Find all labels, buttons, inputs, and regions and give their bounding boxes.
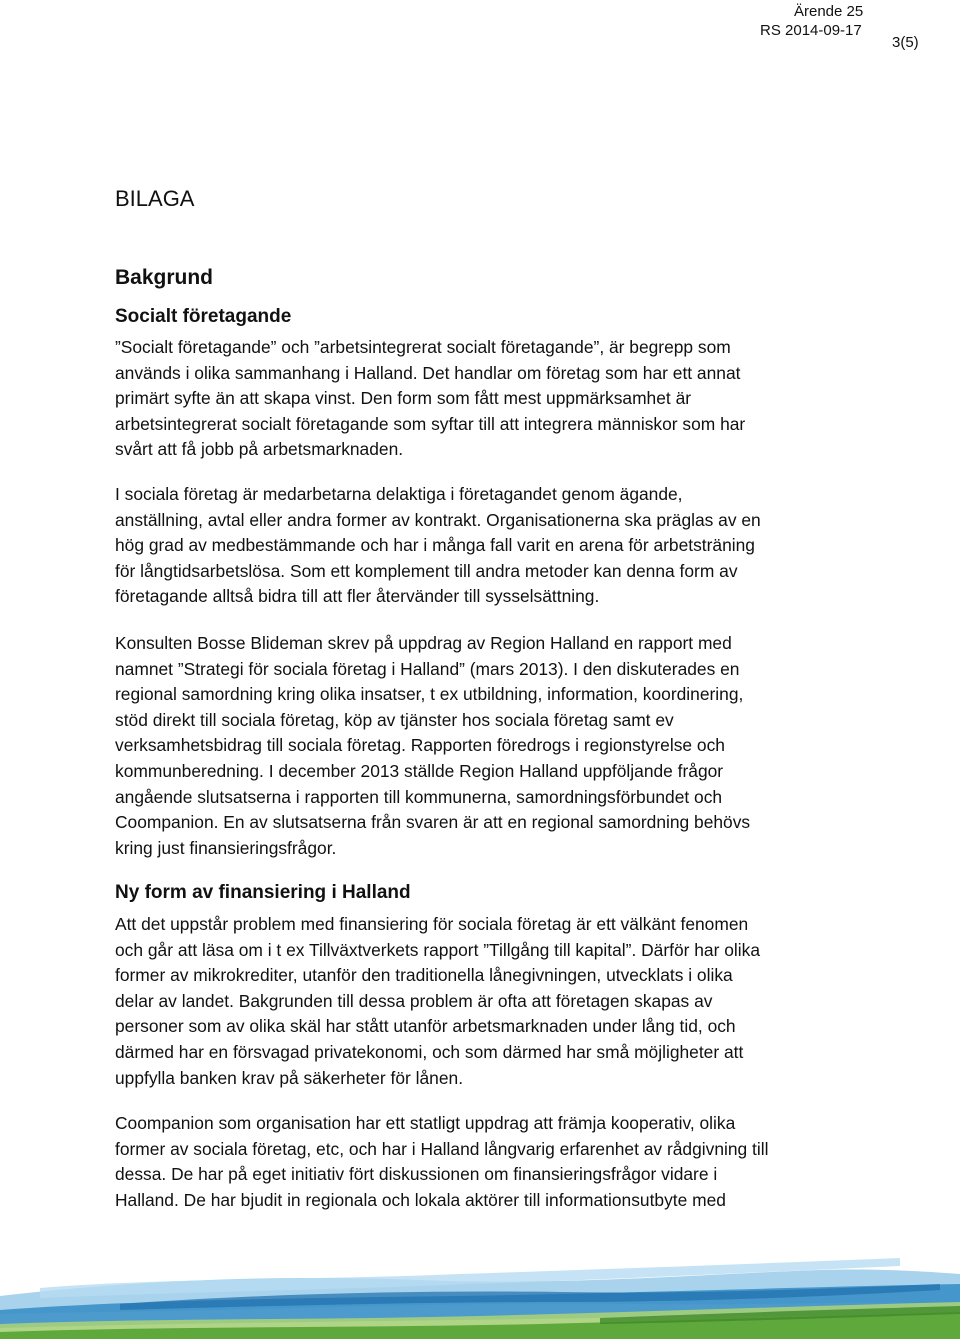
paragraph-line: namnet ”Strategi för sociala företag i Halland” (mars 2013). I den diskuterades en [115,658,740,679]
paragraph-5 [115,1111,855,1213]
paragraph-line: för långtidsarbetslösa. Som ett komplement till andra metoder kan denna form av [115,560,738,581]
paragraph-line: angående slutsatserna i rapporten till kommunerna, samordningsförbundet och [115,786,723,807]
case-number: Ärende 25 [794,3,864,20]
meeting-date: RS 2014-09-17 [760,22,862,39]
paragraph-line: anställning, avtal eller andra former av kontrakt. Organisationerna ska präglas av en [115,509,761,530]
paragraph-4 [115,912,855,1091]
landscape-footer-icon [0,1244,960,1339]
paragraph-line: företagande alltså bidra till att fler återvänder till sysselsättning. [115,586,600,607]
paragraph-line: används i olika sammanhang i Halland. Det handlar om företag som har ett annat [115,362,741,383]
paragraph-line: Coompanion. En av slutsatserna från svaren är att en regional samordning behövs [115,812,751,833]
paragraph-line: primärt syfte än att skapa vinst. Den form som fått mest uppmärksamhet är [115,388,692,409]
paragraph-line: svårt att få jobb på arbetsmarknaden. [115,439,404,460]
section-heading-background: Bakgrund [115,266,214,289]
paragraph-line: former av mikrokrediter, utanför den traditionella lånegivningen, utvecklats i olika [115,965,733,986]
paragraph-line: Coompanion som organisation har ett statligt uppdrag att främja kooperativ, olika [115,1113,736,1133]
paragraph-line: kring just finansieringsfrågor. [115,837,337,858]
paragraph-line: former av sociala företag, etc, och har i Halland långvarig erfarenhet av rådgivning till [115,1138,769,1159]
paragraph-1 [115,335,855,463]
paragraph-line: Konsulten Bosse Blideman skrev på uppdrag av Region Halland en rapport med [115,633,732,653]
paragraph-line: uppfylla banken krav på säkerheter för lånen. [115,1067,464,1088]
appendix-title: BILAGA [115,186,195,211]
paragraph-line: delar av landet. Bakgrunden till dessa problem är ofta att företagen skapas av [115,990,713,1011]
paragraph-3 [115,631,855,861]
paragraph-line: arbetsintegrerat socialt företagande som syftar till att integrera människor som har [115,413,746,434]
page-number: 3(5) [892,34,919,51]
section-heading-financing: Ny form av finansiering i Halland [115,882,411,903]
page-header [660,3,960,63]
paragraph-line: regional samordning kring olika insatser, t ex utbildning, information, koordinering, [115,684,744,705]
paragraph-line: därmed har en försvagad privatekonomi, och som därmed har små möjligheter att [115,1041,744,1062]
paragraph-line: personer som av olika skäl har stått utanför arbetsmarknaden under lång tid, och [115,1016,736,1037]
paragraph-line: dessa. De har på eget initiativ fört diskussionen om finansieringsfrågor vidare i [115,1164,718,1185]
paragraph-line: hög grad av medbestämmande och har i många fall varit en arena för arbetsträning [115,535,755,556]
paragraph-2 [115,482,855,610]
subheading-social-enterprise: Socialt företagande [115,306,292,327]
paragraph-line: Att det uppstår problem med finansiering för sociala företag är ett välkänt fenomen [115,914,749,934]
paragraph-line: I sociala företag är medarbetarna delaktiga i företagandet genom ägande, [115,484,683,504]
paragraph-line: och går att läsa om i t ex Tillväxtverkets rapport ”Tillgång till kapital”. Därför har olika [115,939,760,960]
paragraph-line: ”Socialt företagande” och ”arbetsintegrerat socialt företagande”, är begrepp som [115,337,731,357]
paragraph-line: kommunberedning. I december 2013 ställde Region Halland uppföljande frågor [115,760,724,781]
paragraph-line: verksamhetsbidrag till sociala företag. Rapporten föredrogs i regionstyrelse och [115,735,725,756]
paragraph-line: Halland. De har bjudit in regionala och lokala aktörer till informationsutbyte med [115,1189,726,1210]
paragraph-line: stöd direkt till sociala företag, köp av tjänster hos sociala företag samt ev [115,709,674,730]
